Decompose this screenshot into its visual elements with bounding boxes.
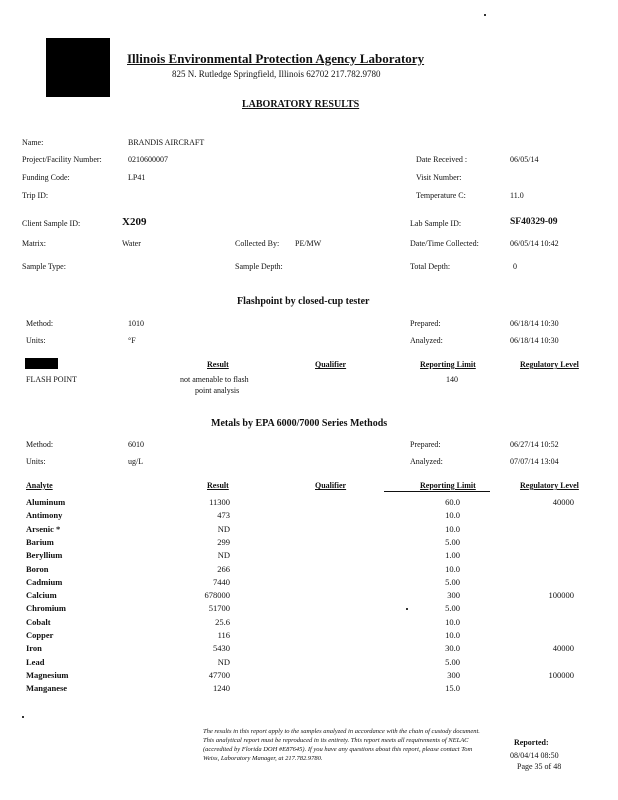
fp-prepared-label: Prepared: [410, 319, 441, 328]
analyte-name: Copper [26, 630, 54, 640]
lab-address: 825 N. Rutledge Springfield, Illinois 62702 217.782.9780 [172, 69, 381, 79]
analyte-reporting-limit: 10.0 [445, 510, 460, 521]
analyte-regulatory-level: 40000 [552, 643, 574, 654]
trip-label: Trip ID: [22, 191, 49, 200]
reported-label: Reported: [514, 738, 549, 747]
analyte-name: Manganese [26, 683, 68, 694]
analyte-result: ND [217, 550, 230, 561]
analyte-reporting-limit: 5.00 [445, 656, 460, 667]
analyte-name: Cadmium [26, 576, 63, 587]
analyte-result: 116 [217, 630, 230, 640]
visit-label: Visit Number: [416, 173, 462, 182]
analyte-result: 51700 [208, 603, 230, 614]
analyte-reporting-limit: 5.00 [445, 536, 460, 547]
collected-by-value: PE/MW [295, 239, 322, 248]
m-analyzed-value: 07/07/14 13:04 [510, 457, 559, 466]
analyte-header-redaction [25, 358, 58, 369]
client-sample-label: Client Sample ID: [22, 219, 81, 228]
fp-row-reporting-limit: 140 [446, 375, 458, 384]
analyte-reporting-limit: 300 [447, 590, 460, 601]
funding-label: Funding Code: [22, 173, 70, 182]
analyte-result: 5430 [213, 643, 230, 654]
analyte-name: Calcium [26, 590, 57, 601]
m-method-label: Method: [26, 440, 54, 449]
analyte-reporting-limit: 60.0 [445, 497, 460, 507]
scan-speck [484, 14, 486, 16]
matrix-label: Matrix: [22, 239, 46, 248]
analyte-name: Arsenic * [26, 523, 61, 534]
analyte-result: 25.6 [215, 616, 230, 627]
analyte-reporting-limit: 15.0 [445, 683, 460, 694]
date-collected-label: Date/Time Collected: [410, 239, 479, 248]
lab-title: Illinois Environmental Protection Agency Laboratory [127, 51, 425, 66]
fp-row-result-line2: point analysis [195, 386, 240, 395]
analyte-reporting-limit: 10.0 [445, 616, 460, 627]
analyte-result: 11300 [209, 497, 230, 507]
m-prepared-label: Prepared: [410, 440, 441, 449]
analyte-name: Magnesium [26, 669, 69, 680]
m-col-qualifier: Qualifier [315, 481, 347, 490]
analyte-reporting-limit: 1.00 [445, 550, 460, 561]
total-depth-value: 0 [513, 262, 517, 271]
scan-speck [22, 716, 24, 718]
date-received-label: Date Received : [416, 155, 468, 164]
analyte-name: Barium [26, 536, 54, 547]
fp-units-value: °F [128, 336, 136, 345]
analyte-result: 678000 [204, 590, 230, 601]
analyte-reporting-limit: 300 [447, 669, 460, 680]
flashpoint-title: Flashpoint by closed-cup tester [237, 296, 370, 307]
name-label: Name: [22, 138, 44, 147]
analyte-result: 473 [217, 510, 230, 521]
analyte-result: 299 [217, 536, 230, 547]
fp-col-qualifier: Qualifier [315, 360, 347, 369]
analyte-reporting-limit: 10.0 [445, 630, 460, 640]
analyte-name: Boron [26, 563, 49, 574]
analyte-reporting-limit: 30.0 [445, 643, 460, 654]
fp-method-label: Method: [26, 319, 54, 328]
m-col-reporting-limit: Reporting Limit [420, 481, 476, 490]
footer-disclaimer: The results in this report apply to the samples analyzed in accordance with the chain of custody document. This analytical report must be reproduced in its entirety. This report meets all requirements of NELAC (accredited by Florida DOH #E87645). If you have any questions about this report, please contact Tom Weiss, Laboratory Manager, at 217.782.9780. [203, 728, 480, 762]
analyte-result: 47700 [208, 669, 230, 680]
analyte-regulatory-level: 40000 [552, 497, 574, 507]
agency-logo [46, 38, 110, 97]
fp-analyzed-value: 06/18/14 10:30 [510, 336, 559, 345]
analyte-name: Antimony [26, 510, 63, 521]
analyte-name: Lead [26, 656, 45, 667]
fp-col-result: Result [207, 360, 229, 369]
reporting-limit-rule [384, 491, 490, 492]
fp-col-regulatory-level: Regulatory Level [520, 360, 579, 369]
fp-prepared-value: 06/18/14 10:30 [510, 319, 559, 328]
fp-units-label: Units: [26, 336, 46, 345]
analyte-reporting-limit: 10.0 [445, 523, 460, 534]
matrix-value: Water [122, 239, 141, 248]
project-label: Project/Facility Number: [22, 155, 102, 164]
temperature-value: 11.0 [510, 191, 524, 200]
analyte-name: Cobalt [26, 616, 51, 627]
report-heading: LABORATORY RESULTS [242, 99, 360, 110]
client-sample-value: X209 [122, 216, 147, 228]
analyte-name: Aluminum [26, 497, 66, 507]
analyte-reporting-limit: 10.0 [445, 563, 460, 574]
m-col-analyte: Analyte [26, 481, 53, 490]
fp-method-value: 1010 [128, 319, 144, 328]
sample-depth-label: Sample Depth: [235, 262, 283, 271]
temperature-label: Temperature C: [416, 191, 466, 200]
scan-speck [406, 608, 408, 610]
collected-by-label: Collected By: [235, 239, 280, 248]
fp-analyzed-label: Analyzed: [410, 336, 443, 345]
total-depth-label: Total Depth: [410, 262, 451, 271]
date-collected-value: 06/05/14 10:42 [510, 239, 559, 248]
project-value: 0210600007 [128, 155, 168, 164]
analyte-reporting-limit: 5.00 [445, 576, 460, 587]
analyte-regulatory-level: 100000 [548, 590, 574, 601]
lab-sample-label: Lab Sample ID: [410, 219, 462, 228]
m-prepared-value: 06/27/14 10:52 [510, 440, 559, 449]
fp-row-result-line1: not amenable to flash [180, 375, 249, 384]
analyte-result: 7440 [213, 576, 230, 587]
analyte-result: ND [217, 523, 230, 534]
fp-row-name: FLASH POINT [26, 375, 77, 384]
analyte-name: Beryllium [26, 550, 63, 561]
analyte-result: ND [217, 656, 230, 667]
metals-title: Metals by EPA 6000/7000 Series Methods [211, 418, 388, 429]
sample-type-label: Sample Type: [22, 262, 66, 271]
analyte-reporting-limit: 5.00 [445, 603, 460, 614]
m-analyzed-label: Analyzed: [410, 457, 443, 466]
m-method-value: 6010 [128, 440, 144, 449]
m-col-regulatory-level: Regulatory Level [520, 481, 579, 490]
analyte-name: Chromium [26, 603, 66, 614]
analyte-regulatory-level: 100000 [548, 669, 574, 680]
date-received-value: 06/05/14 [510, 155, 539, 164]
m-col-result: Result [207, 481, 229, 490]
page-number: Page 35 of 48 [517, 762, 562, 771]
fp-col-reporting-limit: Reporting Limit [420, 360, 476, 369]
analyte-result: 266 [217, 563, 230, 574]
analyte-result: 1240 [213, 683, 230, 694]
funding-value: LP41 [128, 173, 146, 182]
m-units-label: Units: [26, 457, 46, 466]
name-value: BRANDIS AIRCRAFT [128, 138, 205, 147]
analyte-name: Iron [26, 643, 42, 654]
lab-sample-value: SF40329-09 [510, 217, 558, 227]
reported-value: 08/04/14 08:50 [510, 751, 559, 760]
m-units-value: ug/L [128, 457, 144, 466]
